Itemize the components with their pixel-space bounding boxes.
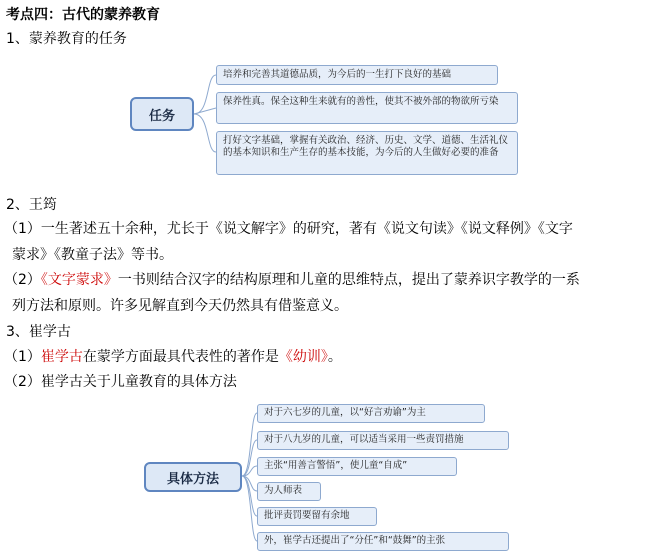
section-3-para-2: （2）崔学古关于儿童教育的具体方法 [4, 374, 237, 390]
book-title-highlight: 《幼训》 [278, 349, 328, 365]
section-2-para-2-line-2: 列方法和原则。许多见解直到今天仍然具有借鉴意义。 [12, 298, 348, 314]
para-text: 在蒙学方面最具代表性的著作是 [82, 349, 279, 365]
para-number: （1） [4, 349, 41, 365]
mindmap-center-tasks: 任务 [130, 97, 194, 131]
section-3-title: 3、崔学古 [6, 324, 71, 340]
person-name-highlight: 崔学古 [40, 349, 83, 365]
section-2-title: 2、王筠 [6, 197, 57, 213]
para-text: 一书则结合汉字的结构原理和儿童的思维特点，提出了蒙养识字教学的一系 [117, 272, 580, 288]
mindmap-node: 对于六七岁的儿童，以“好言劝谕”为主 [257, 404, 485, 423]
book-title-highlight: 《文字蒙求》 [40, 272, 118, 288]
mindmap-node: 打好文字基础，掌握有关政治、经济、历史、文学、道德、生活礼仪的基本知识和生产生存的基本技能，为今后的人生做好必要的准备 [216, 131, 518, 175]
section-2-para-1-line-2: 蒙求》《教童子法》等书。 [12, 247, 173, 263]
para-text-end: 。 [327, 349, 342, 365]
mindmap-node: 外，崔学古还提出了“分任”和“鼓舞”的主张 [257, 532, 509, 551]
mindmap-center-methods: 具体方法 [144, 462, 242, 492]
mindmap-node: 培养和完善其道德品质，为今后的一生打下良好的基础 [216, 65, 498, 85]
para-number: （2） [4, 272, 41, 288]
mindmap-node: 保养性真。保全这种生来就有的善性，使其不被外部的物欲所亏染 [216, 92, 518, 124]
mindmap-node: 对于八九岁的儿童，可以适当采用一些责罚措施 [257, 431, 509, 450]
section-1-title: 1、蒙养教育的任务 [6, 31, 127, 47]
mindmap-node: 批评责罚要留有余地 [257, 507, 377, 526]
page-heading: 考点四：古代的蒙养教育 [6, 7, 160, 23]
section-2-para-1-line-1: （1）一生著述五十余种，尤长于《说文解字》的研究，著有《说文句读》《说文释例》《文字 [4, 221, 573, 237]
mindmap-node: 为人师表 [257, 482, 321, 501]
mindmap-node: 主张“用善言警悟”，使儿童“自成” [257, 457, 457, 476]
